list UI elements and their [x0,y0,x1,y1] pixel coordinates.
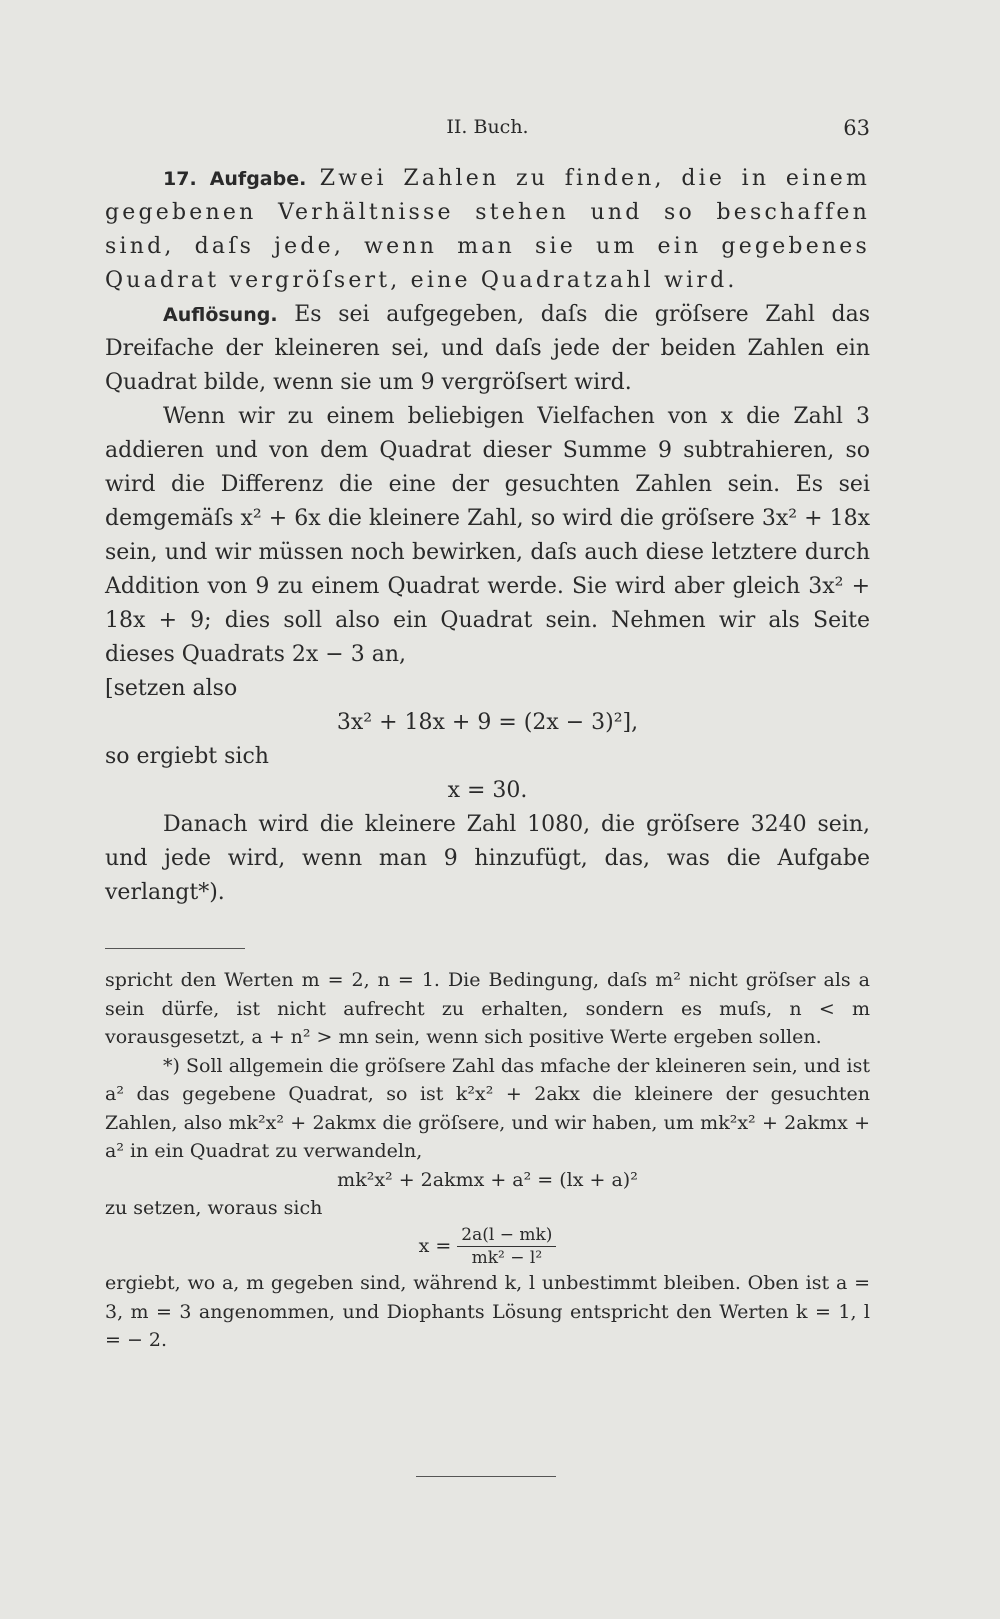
equation-1: 3x² + 18x + 9 = (2x − 3)²], [336,710,639,735]
footnote-separator [105,948,245,949]
footnote-continuation: spricht den Werten m = 2, n = 1. Die Bedingung, daſs m² nicht gröſser als a sein dürfe, ist nicht aufrecht zu erhalten, sondern es muſs, n < m vorausgesetzt, a + n² > mn sein, wenn sich positive Werte ergeben sollen. [105,969,870,1048]
problem-label: 17. Aufgabe. [163,168,307,190]
so-ergiebt-line: so ergiebt sich [105,744,269,769]
setzen-also-line: [setzen also [105,676,238,701]
solution-paragraph-2: Wenn wir zu einem beliebigen Vielfachen von x die Zahl 3 addieren und von dem Quadrat dieser Summe 9 subtrahieren, so wird die Differenz die eine der gesuchten Zahlen sein. Es sei demgemäſs x² + 6x die kleinere Zahl, so wird die gröſsere 3x² + 18x sein, und wir müssen noch bewirken, daſs auch diese letztere durch Addition von 9 zu einem Quadrat werde. Sie wird aber gleich 3x² + 18x + 9; dies soll also ein Quadrat sein. Nehmen wir als Seite dieses Quadrats 2x − 3 an, [105,404,870,667]
solution-text-1: Es sei aufgegeben, daſs die gröſsere Zahl das Dreifache der kleineren sei, und daſs jede der beiden Zahlen ein Quadrat bilde, wenn sie um 9 vergröſsert wird. [105,302,871,395]
page-header [105,116,870,146]
end-rule [416,1476,556,1477]
page-number: 63 [843,116,870,140]
equation-2: x = 30. [447,778,528,803]
equation-4 [105,1223,870,1270]
fraction-denominator: mk² − l² [471,1248,543,1268]
running-head: II. Buch. [446,116,529,138]
footnote-star: *) Soll allgemein die gröſsere Zahl das mfache der kleineren sein, und ist a² das gegebene Quadrat, so ist k²x² + 2akx die kleinere der gesuchten Zahlen, also mk²x² + 2akmx die gröſsere, und wir haben, um mk²x² + 2akmx + a² in ein Quadrat zu verwandeln, [105,1054,870,1162]
solution-paragraph-1 [105,298,870,400]
problem-statement: Zwei Zahlen zu finden, die in einem gegebenen Verhältnisse stehen und so beschaffen sind, daſs jede, wenn man sie um ein gegebenes Quadrat vergröſsert, eine Quadratzahl wird. [105,166,871,293]
problem-paragraph [105,162,870,298]
equation-3: mk²x² + 2akmx + a² = (lx + a)² [337,1168,638,1191]
main-text [105,162,870,910]
equation-4-fraction [457,1224,556,1269]
footnote-conclusion: ergiebt, wo a, m gegeben sind, während k, l unbestimmt bleiben. Oben ist a = 3, m = 3 angenommen, und Diophants Lösung entspricht den Werten k = 1, l = − 2. [105,1272,870,1351]
equation-4-lhs: x = [418,1234,452,1257]
solution-paragraph-3: Danach wird die kleinere Zahl 1080, die gröſsere 3240 sein, und jede wird, wenn man 9 hinzufügt, das, was die Aufgabe verlangt*). [105,812,870,905]
solution-label: Auflösung. [163,304,278,326]
fraction-numerator: 2a(l − mk) [457,1224,556,1247]
zu-setzen-line: zu setzen, woraus sich [105,1197,323,1219]
footnotes [105,966,870,1355]
